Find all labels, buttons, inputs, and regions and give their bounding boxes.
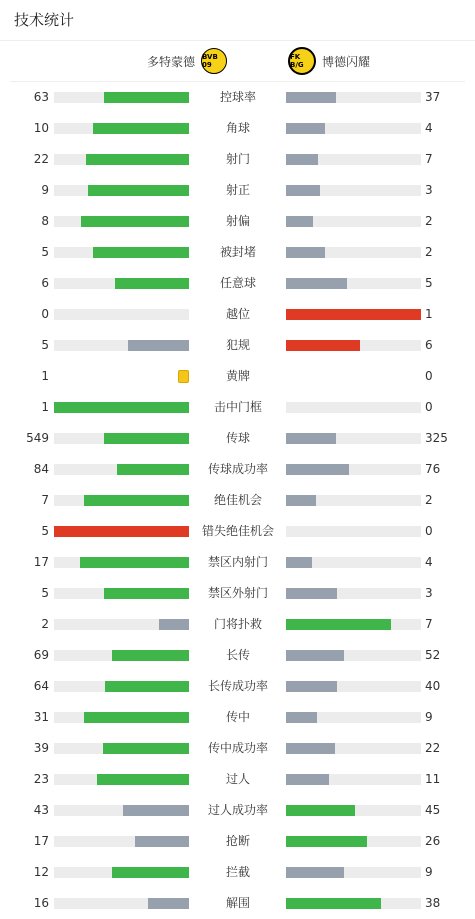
away-bar-track (286, 278, 421, 289)
away-value: 7 (425, 152, 433, 166)
away-value: 2 (425, 214, 433, 228)
home-bar-track (54, 774, 189, 785)
stat-row (0, 454, 475, 485)
stat-row (0, 702, 475, 733)
away-bar-track (286, 898, 421, 909)
stat-row (0, 423, 475, 454)
away-value: 45 (425, 803, 441, 817)
home-bar-track (54, 495, 189, 506)
away-value: 2 (425, 245, 433, 259)
section-title: 技术统计 (0, 0, 475, 41)
stat-row (0, 268, 475, 299)
away-bar (286, 185, 320, 196)
away-bar (286, 836, 367, 847)
home-bar (93, 123, 189, 134)
home-value: 1 (41, 400, 49, 414)
home-bar (115, 278, 189, 289)
dortmund-crest-icon: BVB 09 (201, 48, 227, 74)
away-bar-track (286, 867, 421, 878)
home-bar (123, 805, 189, 816)
home-bar (54, 402, 189, 413)
away-value: 40 (425, 679, 441, 693)
home-bar-track (54, 402, 189, 413)
stat-label: 错失绝佳机会 (201, 524, 274, 538)
away-value: 9 (425, 710, 433, 724)
stat-label: 过人 (225, 772, 250, 786)
home-bar-track (54, 681, 189, 692)
stat-row (0, 299, 475, 330)
home-value: 69 (33, 648, 49, 662)
away-bar-track (286, 619, 421, 630)
stat-label: 传球 (225, 431, 250, 445)
stats-list (0, 82, 475, 919)
away-bar (286, 92, 336, 103)
home-value: 9 (41, 183, 49, 197)
away-bar (286, 681, 337, 692)
stat-label: 任意球 (219, 276, 256, 290)
home-bar-track (54, 309, 189, 320)
home-bar (104, 433, 189, 444)
stat-label: 禁区外射门 (207, 586, 268, 600)
stat-row (0, 144, 475, 175)
away-bar (286, 774, 329, 785)
away-value: 38 (425, 896, 441, 910)
stat-row (0, 206, 475, 237)
away-value: 11 (425, 772, 441, 786)
stat-label: 门将扑救 (213, 617, 262, 631)
away-bar (286, 805, 355, 816)
away-bar (286, 495, 316, 506)
home-value: 64 (33, 679, 49, 693)
away-bar-track (286, 836, 421, 847)
away-bar-track (286, 309, 421, 320)
away-value: 6 (425, 338, 433, 352)
away-bar (286, 154, 318, 165)
home-bar (148, 898, 189, 909)
away-bar-track (286, 185, 421, 196)
home-bar-track (54, 216, 189, 227)
away-bar-track (286, 216, 421, 227)
stat-label: 角球 (225, 121, 250, 135)
home-value: 16 (33, 896, 49, 910)
stat-label: 抢断 (225, 834, 250, 848)
away-team-name: 博德闪耀 (322, 54, 371, 69)
away-value: 37 (425, 90, 441, 104)
stat-label: 拦截 (225, 865, 250, 879)
home-value: 7 (41, 493, 49, 507)
stat-row (0, 547, 475, 578)
stat-row (0, 237, 475, 268)
home-bar (103, 743, 189, 754)
home-value: 5 (41, 245, 49, 259)
home-bar-track (54, 619, 189, 630)
home-value: 63 (33, 90, 49, 104)
away-bar-track (286, 402, 421, 413)
home-value: 84 (33, 462, 49, 476)
home-value: 1 (41, 369, 49, 383)
away-bar (286, 247, 325, 258)
away-bar-track (286, 557, 421, 568)
away-bar (286, 123, 325, 134)
home-bar-track (54, 867, 189, 878)
home-bar-track (54, 464, 189, 475)
home-bar-track (54, 185, 189, 196)
home-bar-track (54, 805, 189, 816)
home-team-name: 多特蒙德 (146, 54, 195, 69)
home-bar-track (54, 278, 189, 289)
home-bar-track (54, 92, 189, 103)
bodo-glimt-crest-icon: FK B/G (288, 47, 316, 75)
away-value: 2 (425, 493, 433, 507)
home-bar-track (54, 340, 189, 351)
home-bar (88, 185, 189, 196)
home-value: 6 (41, 276, 49, 290)
away-value: 3 (425, 586, 433, 600)
away-bar (286, 712, 317, 723)
home-bar (80, 557, 189, 568)
home-value: 23 (33, 772, 49, 786)
home-bar (105, 681, 189, 692)
home-bar-track (54, 836, 189, 847)
home-value: 17 (33, 834, 49, 848)
away-value: 76 (425, 462, 441, 476)
home-value: 549 (26, 431, 49, 445)
home-value: 43 (33, 803, 49, 817)
away-bar (286, 650, 344, 661)
stat-row (0, 764, 475, 795)
home-bar-track (54, 247, 189, 258)
away-bar-track (286, 681, 421, 692)
home-bar (84, 712, 189, 723)
away-bar-track (286, 495, 421, 506)
teams-header (10, 41, 465, 82)
home-team[interactable] (147, 41, 227, 81)
home-bar (93, 247, 189, 258)
home-bar-track (54, 557, 189, 568)
stat-label: 长传成功率 (207, 679, 268, 693)
home-bar (86, 154, 189, 165)
yellow-card-icon (178, 370, 189, 383)
away-bar (286, 557, 312, 568)
home-value: 0 (41, 307, 49, 321)
home-value: 22 (33, 152, 49, 166)
away-value: 0 (425, 524, 433, 538)
away-bar-track (286, 743, 421, 754)
stat-row (0, 175, 475, 206)
home-bar (84, 495, 189, 506)
stat-row (0, 671, 475, 702)
away-bar (286, 433, 336, 444)
stat-row (0, 361, 475, 392)
home-value: 2 (41, 617, 49, 631)
away-value: 52 (425, 648, 441, 662)
stat-label: 传中 (225, 710, 250, 724)
away-value: 0 (425, 400, 433, 414)
stat-row (0, 330, 475, 361)
away-value: 22 (425, 741, 441, 755)
away-bar-track (286, 526, 421, 537)
stat-row (0, 82, 475, 113)
away-value: 9 (425, 865, 433, 879)
home-value: 39 (33, 741, 49, 755)
away-value: 0 (425, 369, 433, 383)
home-bar-track (54, 588, 189, 599)
away-bar (286, 867, 344, 878)
stat-label: 禁区内射门 (207, 555, 268, 569)
stat-row (0, 113, 475, 144)
away-bar-track (286, 774, 421, 785)
stat-row (0, 516, 475, 547)
away-bar-track (286, 588, 421, 599)
away-bar-track (286, 340, 421, 351)
away-bar-track (286, 464, 421, 475)
home-bar-track (54, 123, 189, 134)
home-bar-track (54, 154, 189, 165)
stat-row (0, 609, 475, 640)
away-bar-track (286, 92, 421, 103)
stat-label: 射正 (225, 183, 250, 197)
stat-label: 黄牌 (225, 369, 250, 383)
home-bar (81, 216, 189, 227)
stat-label: 长传 (225, 648, 250, 662)
home-bar (135, 836, 189, 847)
away-value: 4 (425, 121, 433, 135)
away-bar (286, 464, 349, 475)
home-bar-track (54, 712, 189, 723)
home-value: 12 (33, 865, 49, 879)
away-bar (286, 743, 335, 754)
stat-label: 犯规 (225, 338, 250, 352)
home-value: 5 (41, 524, 49, 538)
away-bar-track (286, 433, 421, 444)
away-bar (286, 898, 381, 909)
home-bar (159, 619, 189, 630)
stat-row (0, 733, 475, 764)
away-value: 325 (425, 431, 448, 445)
away-bar-track (286, 123, 421, 134)
stat-row (0, 795, 475, 826)
stat-label: 击中门框 (213, 400, 262, 414)
away-value: 4 (425, 555, 433, 569)
away-bar-track (286, 712, 421, 723)
home-value: 10 (33, 121, 49, 135)
stat-label: 解围 (225, 896, 250, 910)
away-bar (286, 216, 313, 227)
home-value: 31 (33, 710, 49, 724)
stat-row (0, 392, 475, 423)
stat-label: 传球成功率 (207, 462, 268, 476)
home-value: 5 (41, 586, 49, 600)
stat-row (0, 485, 475, 516)
home-bar (54, 526, 189, 537)
away-bar (286, 309, 421, 320)
away-bar (286, 340, 360, 351)
home-bar-track (54, 650, 189, 661)
away-value: 3 (425, 183, 433, 197)
home-bar (104, 92, 189, 103)
away-bar-track (286, 154, 421, 165)
stat-label: 射门 (225, 152, 250, 166)
home-bar (112, 867, 189, 878)
stat-row (0, 826, 475, 857)
home-bar-track (54, 526, 189, 537)
stat-label: 控球率 (219, 90, 256, 104)
stat-label: 被封堵 (219, 245, 256, 259)
stat-label: 射偏 (225, 214, 250, 228)
home-bar (112, 650, 189, 661)
home-bar (128, 340, 189, 351)
away-value: 26 (425, 834, 441, 848)
home-bar (97, 774, 189, 785)
away-bar-track (286, 805, 421, 816)
away-bar (286, 278, 347, 289)
stat-label: 越位 (225, 307, 250, 321)
stat-row (0, 640, 475, 671)
stat-row (0, 888, 475, 919)
away-value: 1 (425, 307, 433, 321)
away-bar-track (286, 650, 421, 661)
away-bar (286, 588, 337, 599)
away-bar (286, 619, 391, 630)
away-team[interactable] (288, 41, 370, 81)
stat-label: 传中成功率 (207, 741, 268, 755)
away-value: 7 (425, 617, 433, 631)
home-value: 5 (41, 338, 49, 352)
stat-label: 过人成功率 (207, 803, 268, 817)
home-bar-track (54, 743, 189, 754)
away-value: 5 (425, 276, 433, 290)
away-bar-track (286, 247, 421, 258)
home-value: 8 (41, 214, 49, 228)
home-bar-track (54, 433, 189, 444)
home-bar (104, 588, 189, 599)
home-value: 17 (33, 555, 49, 569)
stat-row (0, 857, 475, 888)
stat-label: 绝佳机会 (213, 493, 262, 507)
home-bar (117, 464, 189, 475)
home-bar-track (54, 898, 189, 909)
stat-row (0, 578, 475, 609)
